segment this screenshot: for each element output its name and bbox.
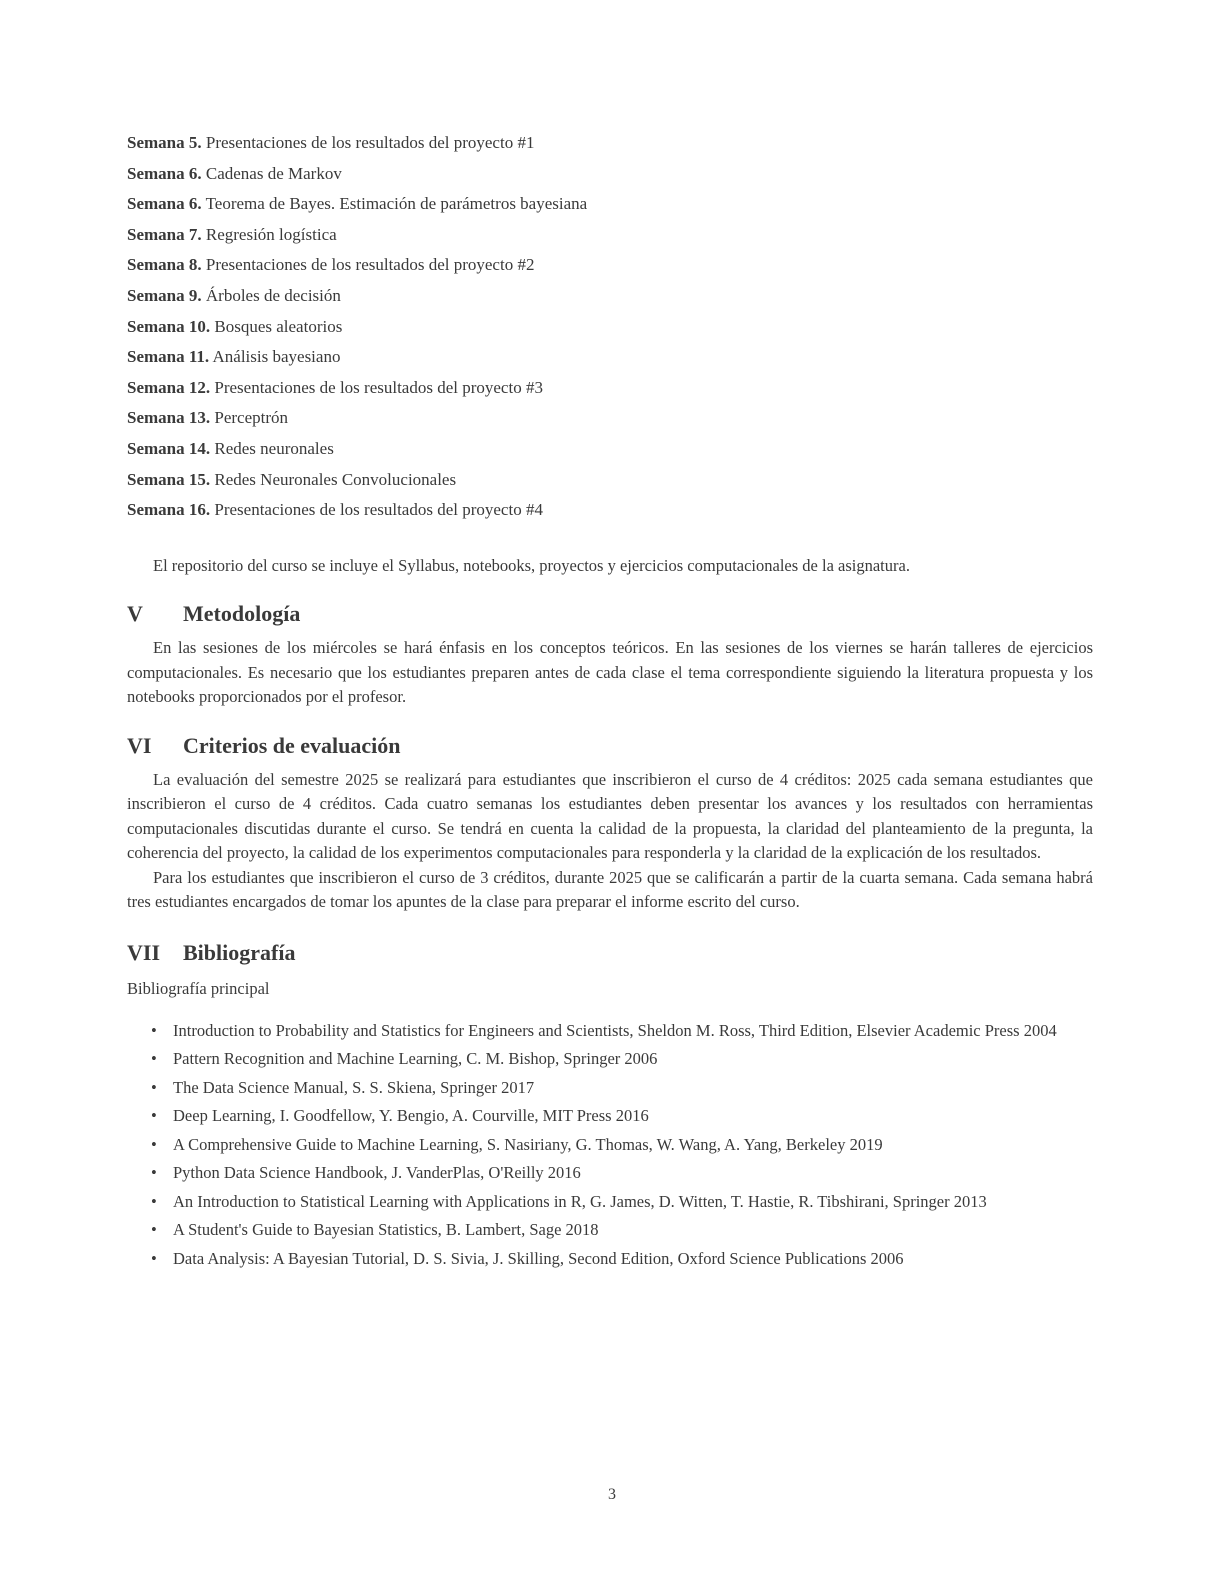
week-topic: Presentaciones de los resultados del proyecto #2 xyxy=(205,255,535,275)
schedule-item xyxy=(127,342,1093,373)
week-label: Semana 8. xyxy=(127,255,202,275)
schedule-item xyxy=(127,465,1093,496)
bullet-icon: • xyxy=(151,1049,157,1069)
week-topic: Perceptrón xyxy=(214,408,289,428)
evaluation-paragraph: Para los estudiantes que inscribieron el curso de 3 créditos, durante 2025 que se calificarán a partir de la cuarta semana. Cada semana habrá tres estudiantes encargados de tomar los apuntes de la clase para preparar el informe escrito del curso. xyxy=(127,867,1093,912)
schedule-item xyxy=(127,128,1093,159)
section-heading-bibliography xyxy=(127,939,1093,967)
week-label: Semana 10. xyxy=(127,316,211,336)
schedule-item xyxy=(127,434,1093,465)
bullet-icon: • xyxy=(151,1106,157,1126)
week-topic: Presentaciones de los resultados del proyecto #4 xyxy=(214,500,543,520)
schedule-item xyxy=(127,403,1093,434)
reference-text: Pattern Recognition and Machine Learning, C. M. Bishop, Springer 2006 xyxy=(173,1049,658,1069)
reference-text: Python Data Science Handbook, J. VanderPlas, O'Reilly 2016 xyxy=(173,1163,581,1183)
week-label: Semana 6. xyxy=(127,163,202,183)
reference-text: Data Analysis: A Bayesian Tutorial, D. S. Sivia, J. Skilling, Second Edition, Oxford Science Publications 2006 xyxy=(173,1248,904,1268)
reference-item xyxy=(151,1190,1093,1215)
week-topic: Bosques aleatorios xyxy=(214,316,343,336)
week-label: Semana 7. xyxy=(127,224,202,244)
week-topic: Regresión logística xyxy=(205,224,337,244)
reference-text: A Comprehensive Guide to Machine Learning, S. Nasiriany, G. Thomas, W. Wang, A. Yang, Berkeley 2019 xyxy=(173,1134,883,1154)
schedule-item xyxy=(127,281,1093,312)
schedule-item xyxy=(127,312,1093,343)
methodology-paragraph: En las sesiones de los miércoles se hará énfasis en los conceptos teóricos. En las sesiones de los viernes se harán talleres de ejercicios computacionales. Es necesario que los estudiantes preparen antes de cada clase el tema correspondiente siguiendo la literatura propuesta y los notebooks proporcionados por el profesor. xyxy=(127,638,1093,707)
bullet-icon: • xyxy=(151,1077,157,1097)
week-label: Semana 15. xyxy=(127,469,211,489)
reference-text: Deep Learning, I. Goodfellow, Y. Bengio, A. Courville, MIT Press 2016 xyxy=(173,1106,649,1126)
section-title: Metodología xyxy=(183,601,301,627)
bullet-icon: • xyxy=(151,1020,157,1040)
week-label: Semana 11. xyxy=(127,347,210,367)
reference-item xyxy=(151,1247,1093,1272)
section-number: VI xyxy=(127,732,152,758)
week-topic: Árboles de decisión xyxy=(205,285,341,305)
reference-text: A Student's Guide to Bayesian Statistics, B. Lambert, Sage 2018 xyxy=(173,1220,599,1240)
bullet-icon: • xyxy=(151,1163,157,1183)
schedule-item xyxy=(127,250,1093,281)
week-label: Semana 9. xyxy=(127,285,202,305)
reference-item xyxy=(151,1218,1093,1243)
reference-text: Introduction to Probability and Statistics for Engineers and Scientists, Sheldon M. Ross, Third Edition, Elsevier Academic Press 2004 xyxy=(173,1020,1057,1040)
reference-item xyxy=(151,1133,1093,1158)
schedule-item xyxy=(127,373,1093,404)
section-title: Bibliografía xyxy=(183,939,296,965)
week-label: Semana 14. xyxy=(127,438,211,458)
week-label: Semana 5. xyxy=(127,133,202,152)
week-topic: Redes Neuronales Convolucionales xyxy=(214,469,457,489)
reference-item xyxy=(151,1047,1093,1072)
bullet-icon: • xyxy=(151,1248,157,1268)
reference-text: The Data Science Manual, S. S. Skiena, Springer 2017 xyxy=(173,1077,535,1097)
week-label: Semana 12. xyxy=(127,377,211,397)
reference-item xyxy=(151,1161,1093,1186)
section-number: VII xyxy=(127,939,161,965)
schedule-item xyxy=(127,495,1093,526)
week-topic: Redes neuronales xyxy=(214,438,334,458)
reference-list xyxy=(127,1019,1093,1272)
section-title: Criterios de evaluación xyxy=(183,732,401,758)
week-topic: Presentaciones de los resultados del proyecto #3 xyxy=(214,377,543,397)
week-topic: Análisis bayesiano xyxy=(212,347,341,367)
page-number: 3 xyxy=(608,1486,616,1503)
bibliography-subtitle: Bibliografía principal xyxy=(127,978,270,998)
week-label: Semana 6. xyxy=(127,194,202,214)
week-topic: Presentaciones de los resultados del proyecto #1 xyxy=(205,133,535,152)
document-page xyxy=(127,128,1093,1275)
week-label: Semana 16. xyxy=(127,500,211,520)
bullet-icon: • xyxy=(151,1220,157,1240)
schedule-item xyxy=(127,159,1093,190)
schedule-item xyxy=(127,220,1093,251)
bullet-icon: • xyxy=(151,1191,157,1211)
week-topic: Cadenas de Markov xyxy=(205,163,342,183)
evaluation-paragraph: La evaluación del semestre 2025 se realizará para estudiantes que inscribieron el curso de 4 créditos: 2025 cada semana estudiantes que inscribieron el curso de 4 créditos. Cada cuatro semanas los estudiantes deben presentar los avances y los resultados con herramientas computacionales discutidas durante el curso. Se tendrá en cuenta la calidad de la propuesta, la claridad del planteamiento de la pregunta, la coherencia del proyecto, la calidad de los experimentos computacionales para responderla y la claridad de la explicación de los resultados. xyxy=(127,769,1093,863)
bullet-icon: • xyxy=(151,1134,157,1154)
week-topic: Teorema de Bayes. Estimación de parámetros bayesiana xyxy=(205,194,588,214)
section-heading-methodology xyxy=(127,600,1093,628)
reference-text: An Introduction to Statistical Learning with Applications in R, G. James, D. Witten, T. Hastie, R. Tibshirani, Springer 2013 xyxy=(173,1191,987,1211)
schedule-item xyxy=(127,189,1093,220)
reference-item xyxy=(151,1019,1093,1044)
repository-note: El repositorio del curso se incluye el Syllabus, notebooks, proyectos y ejercicios computacionales de la asignatura. xyxy=(153,555,910,575)
week-label: Semana 13. xyxy=(127,408,211,428)
weekly-schedule xyxy=(127,128,1093,526)
section-heading-evaluation xyxy=(127,732,1093,760)
reference-item xyxy=(151,1104,1093,1129)
reference-item xyxy=(151,1076,1093,1101)
section-number: V xyxy=(127,601,143,627)
